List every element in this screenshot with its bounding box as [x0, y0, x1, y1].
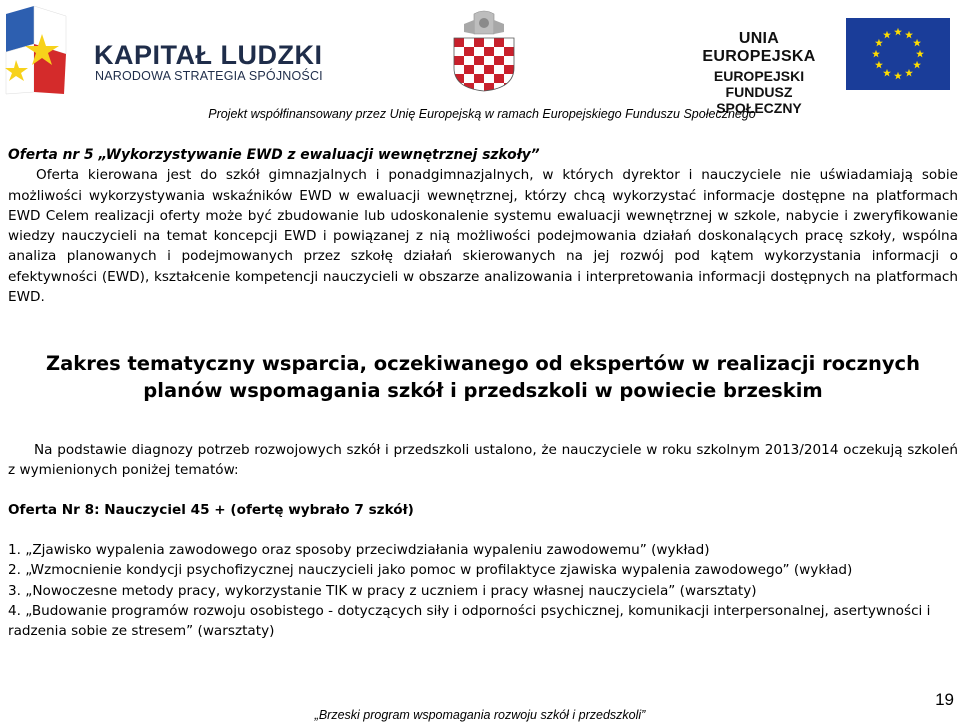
eu-flag-icon: [846, 18, 950, 90]
eu-line-3: FUNDUSZ SPOŁECZNY: [716, 84, 802, 116]
kapital-ludzki-flag-logo: [4, 4, 70, 96]
offer-5-body: Oferta kierowana jest do szkół gimnazjalnych i ponadgimnazjalnych, w których dyrektor i nauczyciele nie uświadamiają sobie możliwości wykorzystywania wskaźników EWD w ewaluacji wewnętrznej, którzy chcą wykorzystać informacje dostępne na platformach EWD Celem realizacji oferty może być zbudowanie lub udoskonalenie systemu ewaluacji wewnętrznej w szkole, nabycie i zweryfikowanie wiedzy nauczycieli na temat koncepcji EWD i powiązanej z nią możliwości podejmowania działań doskonalących pracę szkoły, wspólna analiza planowanych i podejmowanych przez szkołę działań skierowanych na jej rozwój pod kątem wykorzystania informacji o efektywności (EWD), kształcenie kompetencji nauczycieli w obszarze analizowania i interpretowania informacji dostępnych na platformach EWD.: [8, 167, 958, 306]
kapital-ludzki-subtitle: NARODOWA STRATEGIA SPÓJNOŚCI: [95, 69, 323, 83]
offer-5-section: [8, 145, 958, 307]
offer-8-title: Oferta Nr 8: Nauczyciel 45 + (ofertę wybrało 7 szkół): [8, 502, 414, 518]
list-item: 2. „Wzmocnienie kondycji psychofizycznej nauczycieli jako pomoc w profilaktyce zjawiska wypalenia zawodowego” (wykład): [8, 562, 853, 579]
intro-paragraph: Na podstawie diagnozy potrzeb rozwojowych szkół i przedszkoli ustalono, że nauczyciele w roku szkolnym 2013/2014 oczekują szkoleń z wymienionych poniżej tematów:: [8, 442, 958, 479]
topics-list: [8, 540, 958, 641]
page-footer: „Brzeski program wspomagania rozwoju szkół i przedszkoli”: [314, 708, 646, 722]
section-heading: Zakres tematyczny wsparcia, oczekiwanego od ekspertów w realizacji rocznych planów wspomagania szkół i przedszkoli w powiecie brzeskim: [45, 352, 921, 402]
eu-line-1: UNIA EUROPEJSKA: [702, 30, 816, 65]
coat-of-arms-emblem: [452, 8, 516, 92]
list-item: 1. „Zjawisko wypalenia zawodowego oraz sposoby przeciwdziałania wypaleniu zawodowemu” (wykład): [8, 542, 710, 558]
list-item: 3. „Nowoczesne metody pracy, wykorzystanie TIK w pracy z uczniem i pracy własnej nauczyciela” (warsztaty): [8, 582, 757, 599]
offer-5-title: Oferta nr 5 „Wykorzystywanie EWD z ewaluacji wewnętrznej szkoły”: [8, 147, 540, 163]
eu-fund-text: [684, 30, 834, 116]
eu-line-2: EUROPEJSKI: [713, 68, 805, 84]
list-item: 4. „Budowanie programów rozwoju osobistego - dotyczących siły i odporności psychicznej, komunikacji interpersonalnej, asertywności i radzenia sobie ze stresem” (warsztaty): [8, 602, 931, 640]
cofinancing-note: Projekt współfinansowany przez Unię Europejską w ramach Europejskiego Funduszu Społecznego: [208, 107, 756, 121]
kapital-ludzki-title: KAPITAŁ LUDZKI: [94, 40, 323, 70]
page-number: 19: [935, 690, 954, 709]
